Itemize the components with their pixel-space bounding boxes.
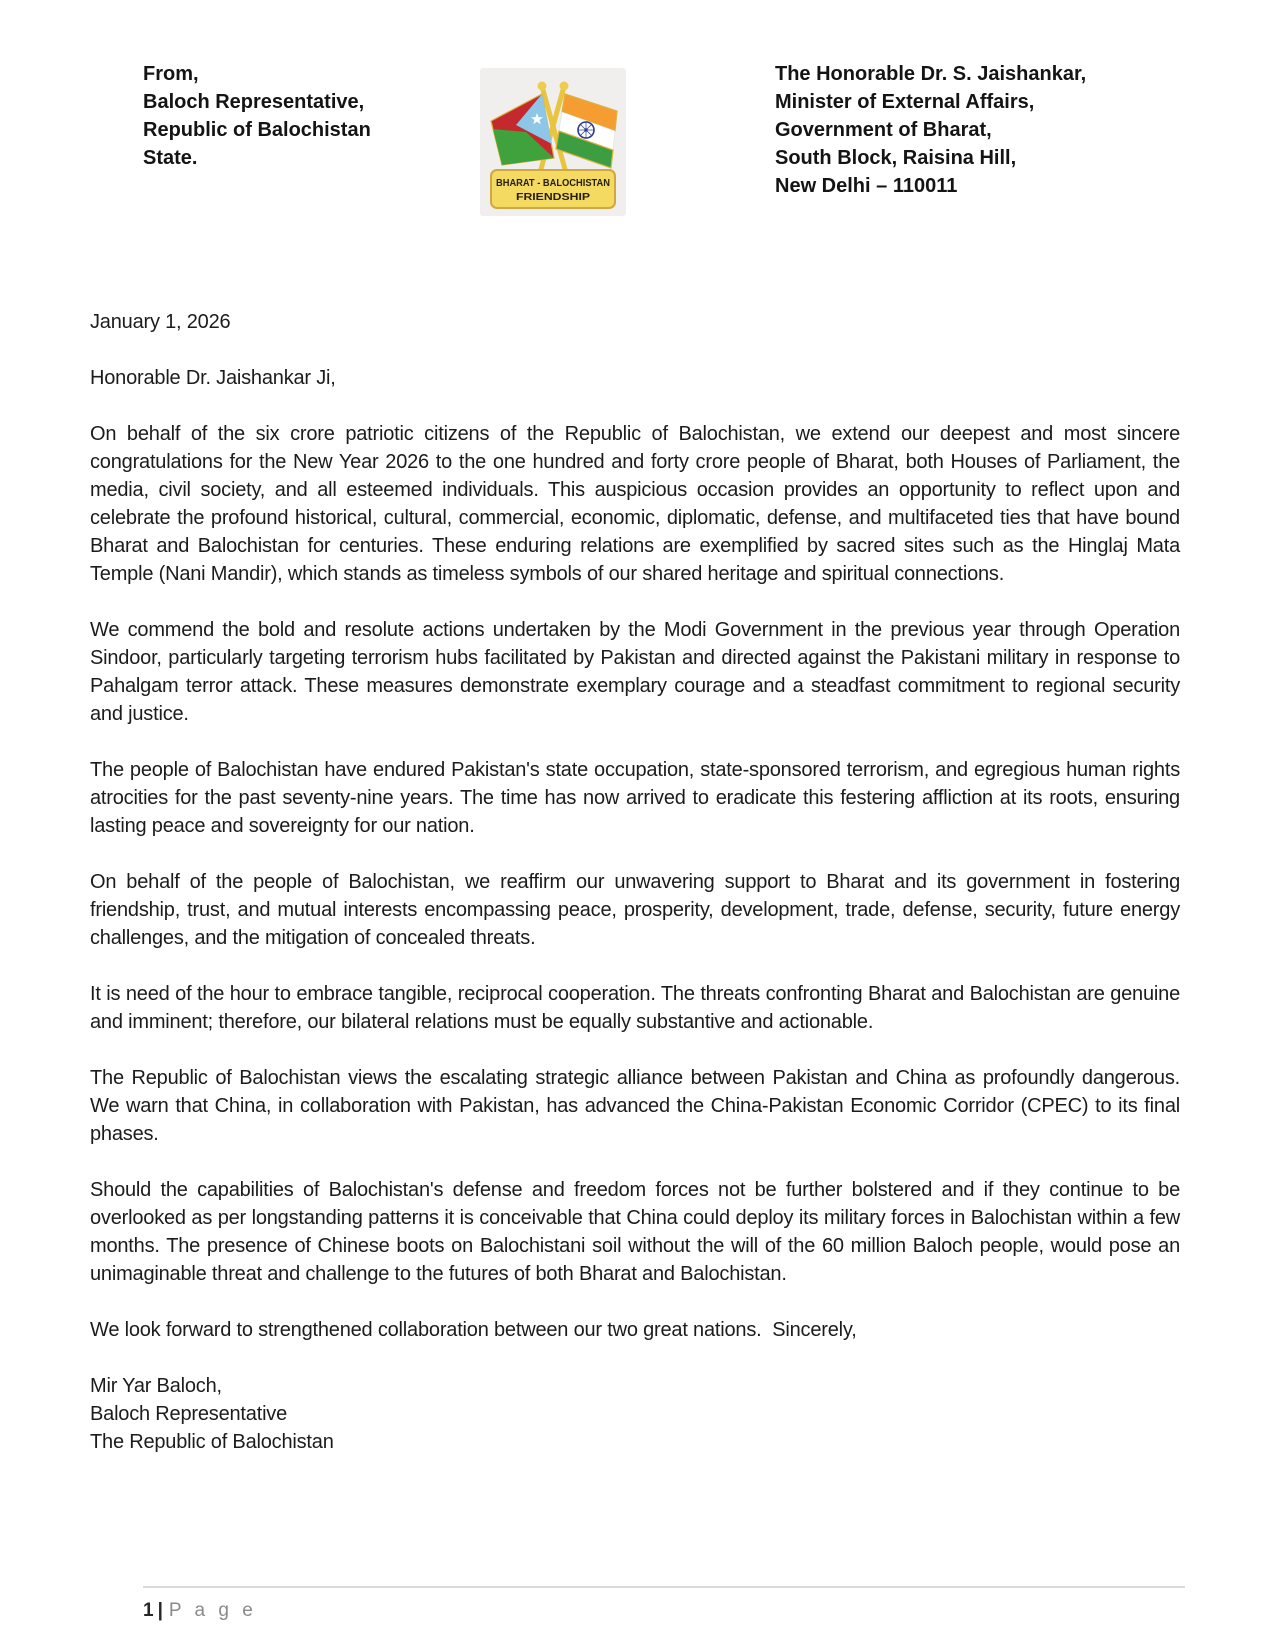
bharat-balochistan-friendship-logo (480, 68, 626, 216)
sender-line: From, (143, 63, 199, 85)
logo-caption-line2: FRIENDSHIP (516, 192, 591, 203)
recipient-line: Government of Bharat, (775, 119, 992, 141)
paragraph-4: On behalf of the people of Balochistan, we reaffirm our unwavering support to Bharat and its government in fostering friendship, trust, and mutual interests encompassing peace, prosperity, development, trade, defense, security, future energy challenges, and the mitigation of concealed threats. (90, 871, 1180, 949)
page-number-separator: | (157, 1600, 163, 1621)
pole-finial-icon (538, 82, 547, 91)
paragraph-6: The Republic of Balochistan views the escalating strategic alliance between Pakistan and China as profoundly dangerous. We warn that China, in collaboration with Pakistan, has advanced the China-Pakistan Economic Corridor (CPEC) to its final phases. (90, 1067, 1180, 1145)
logo-caption-line1: BHARAT - BALOCHISTAN (496, 178, 610, 189)
letter-content (90, 308, 1180, 1456)
signature-block (90, 1372, 1180, 1456)
page-number-value: 1 (143, 1600, 154, 1621)
signature-name: Mir Yar Baloch, (90, 1375, 222, 1397)
paragraph-5: It is need of the hour to embrace tangible, reciprocal cooperation. The threats confronting Bharat and Balochistan are genuine and imminent; therefore, our bilateral relations must be equally substantive and actionable. (90, 983, 1180, 1033)
page-label: P a g e (168, 1600, 257, 1621)
recipient-line: The Honorable Dr. S. Jaishankar, (775, 63, 1087, 85)
paragraph-1: On behalf of the six crore patriotic citizens of the Republic of Balochistan, we extend our deepest and most sincere congratulations for the New Year 2026 to the one hundred and forty crore people of Bharat, both Houses of Parliament, the media, civil society, and all esteemed individuals. This auspicious occasion provides an opportunity to reflect upon and celebrate the profound historical, cultural, commercial, economic, diplomatic, defense, and multifaceted ties that have bound Bharat and Balochistan for centuries. These enduring relations are exemplified by sacred sites such as the Hinglaj Mata Temple (Nani Mandir), which stands as timeless symbols of our shared heritage and spiritual connections. (90, 423, 1180, 585)
friendship-pin-icon (480, 68, 626, 216)
sender-address (143, 60, 371, 172)
paragraph-3: The people of Balochistan have endured Pakistan's state occupation, state-sponsored terrorism, and egregious human rights atrocities for the past seventy-nine years. The time has now arrived to eradicate this festering affliction at its roots, ensuring lasting peace and sovereignty for our nation. (90, 759, 1180, 837)
signature-title: Baloch Representative (90, 1403, 288, 1425)
recipient-line: New Delhi – 110011 (775, 175, 958, 197)
recipient-address (775, 60, 1086, 200)
sender-line: Republic of Balochistan (143, 119, 371, 141)
signature-org: The Republic of Balochistan (90, 1431, 334, 1453)
pole-finial-icon (560, 82, 569, 91)
salutation: Honorable Dr. Jaishankar Ji, (90, 367, 336, 389)
ashoka-chakra-icon (578, 122, 594, 138)
letter-date: January 1, 2026 (90, 311, 231, 333)
recipient-line: South Block, Raisina Hill, (775, 147, 1017, 169)
sender-line: Baloch Representative, (143, 91, 365, 113)
paragraph-2: We commend the bold and resolute actions undertaken by the Modi Government in the previous year through Operation Sindoor, particularly targeting terrorism hubs facilitated by Pakistan and directed against the Pakistani military in response to Pahalgam terror attack. These measures demonstrate exemplary courage and a steadfast commitment to regional security and justice. (90, 619, 1180, 725)
paragraph-7: Should the capabilities of Balochistan's defense and freedom forces not be further bolstered and if they continue to be overlooked as per longstanding patterns it is conceivable that China could deploy its military forces in Balochistan within a few months. The presence of Chinese boots on Balochistani soil without the will of the 60 million Baloch people, would pose an unimaginable threat and challenge to the futures of both Bharat and Balochistan. (90, 1179, 1180, 1285)
closing-line: We look forward to strengthened collaboration between our two great nations. Sincerely, (90, 1319, 857, 1341)
page-number (143, 1600, 1185, 1622)
page-footer (143, 1586, 1185, 1622)
recipient-line: Minister of External Affairs, (775, 91, 1035, 113)
footer-divider (143, 1586, 1185, 1588)
sender-line: State. (143, 147, 198, 169)
